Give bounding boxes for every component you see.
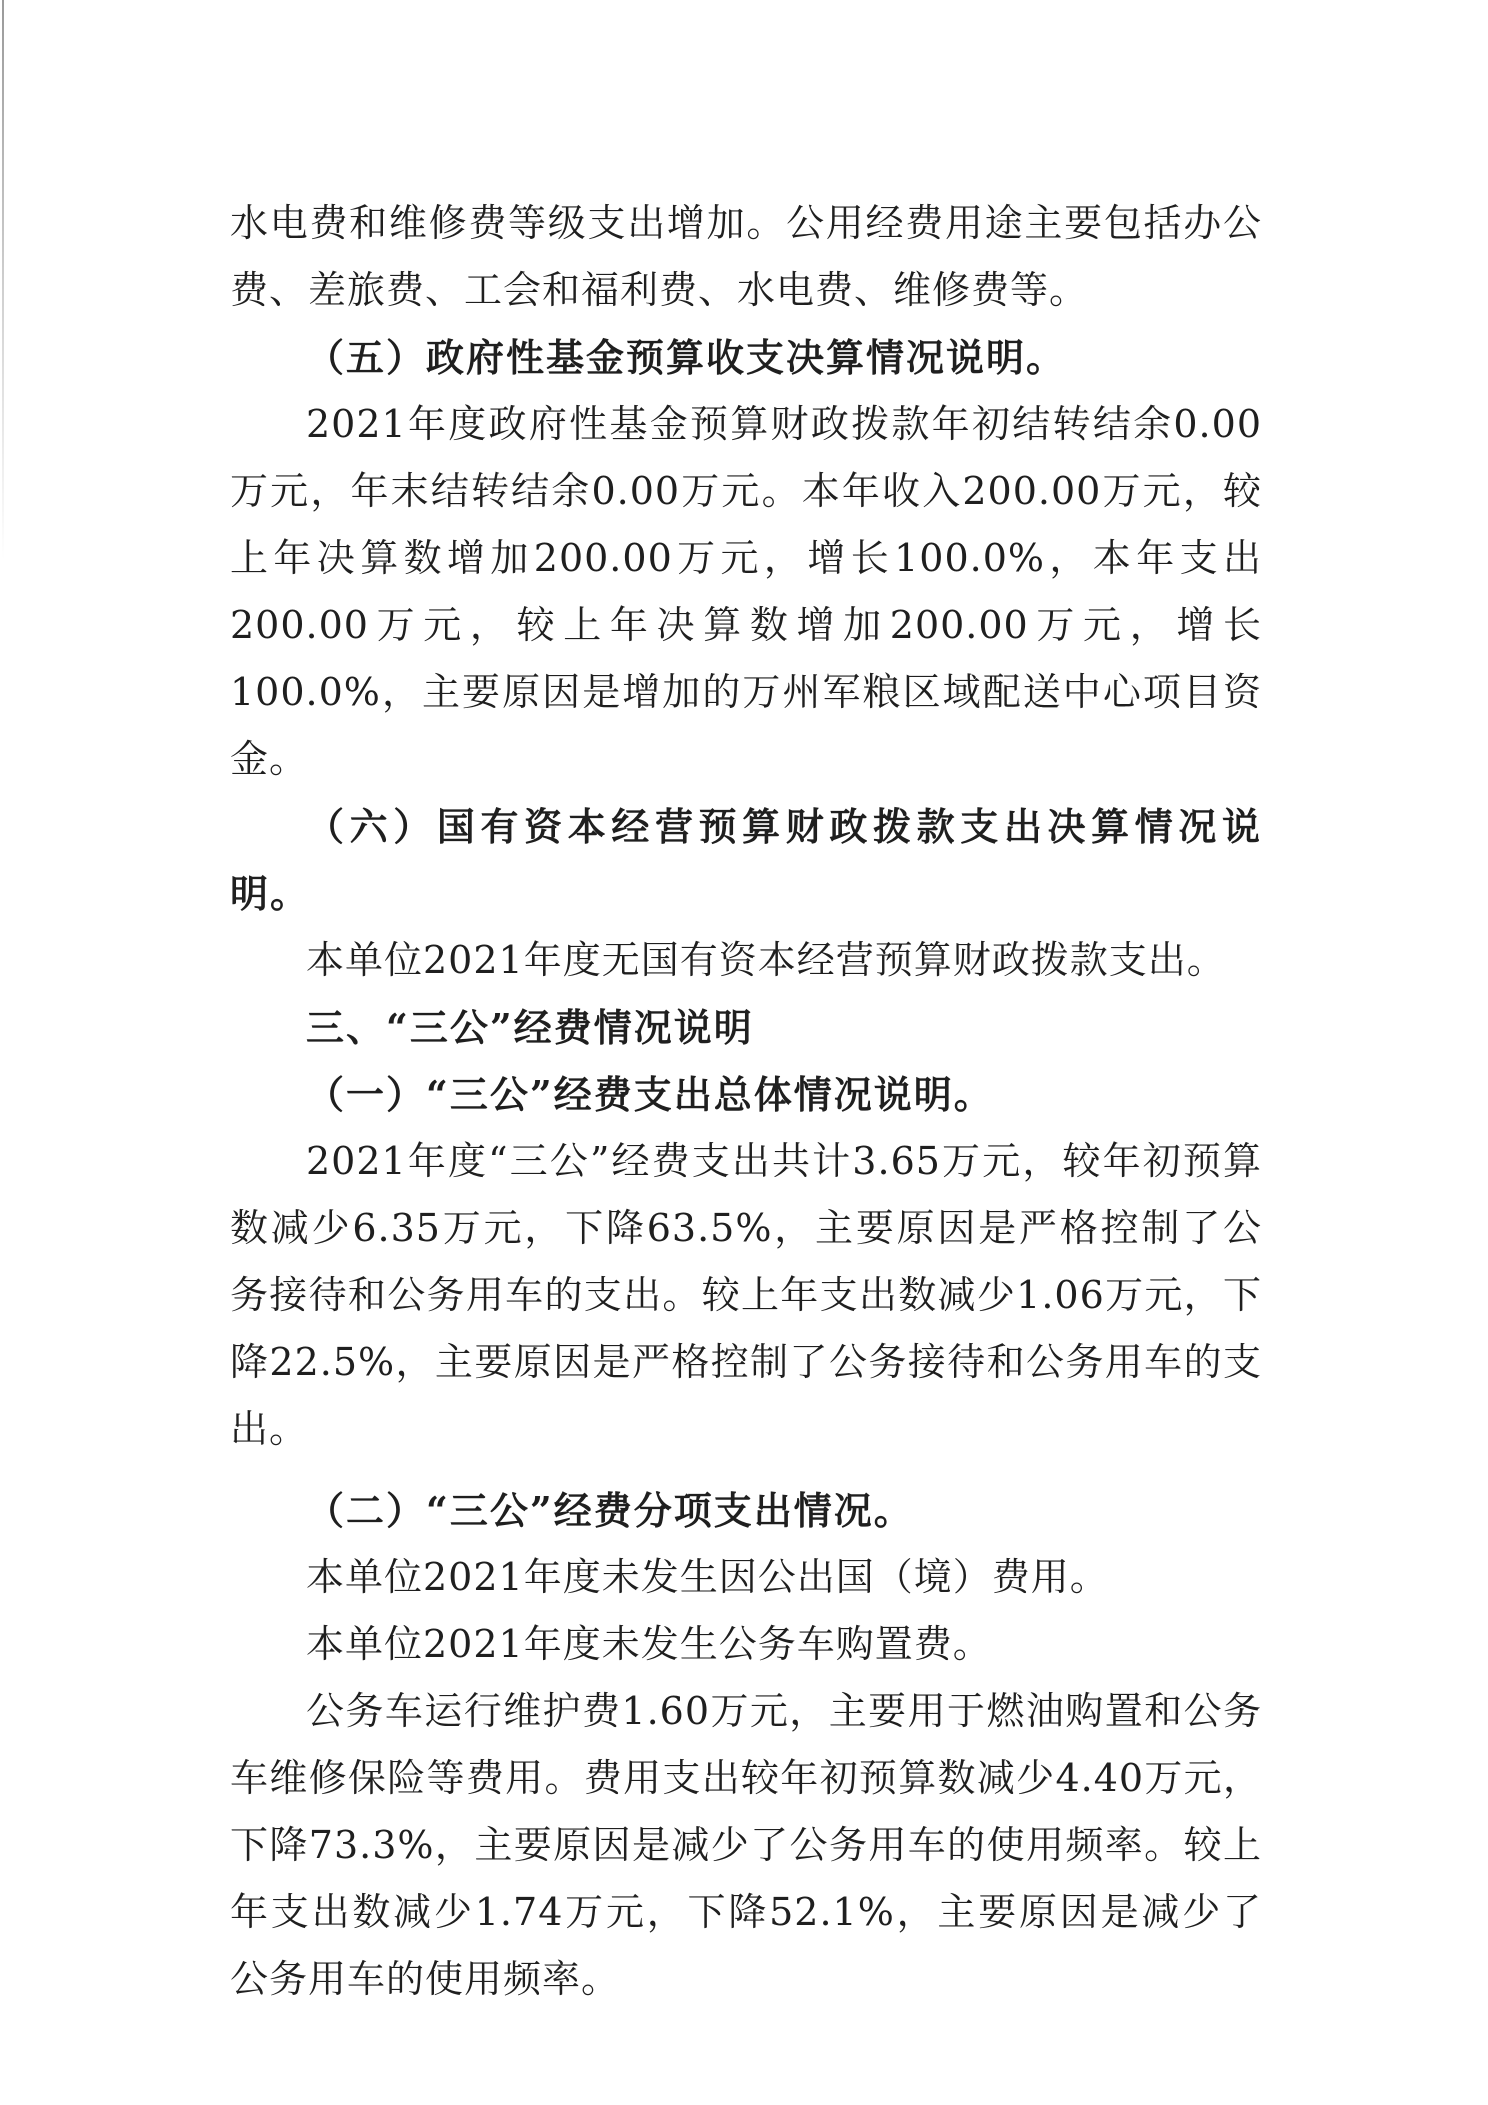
heading-three-public-itemized: （二）“三公”经费分项支出情况。: [306, 1488, 914, 1533]
heading-state-capital-budget: （六）国有资本经营预算财政拨款支出决算情况说明。: [230, 804, 1262, 916]
paragraph-overseas-travel: 本单位2021年度未发生因公出国（境）费用。: [306, 1555, 1109, 1599]
document-body: [230, 190, 1262, 2013]
heading-government-fund-budget: （五）政府性基金预算收支决算情况说明。: [306, 335, 1067, 380]
paragraph-government-fund-budget: 2021年度政府性基金预算财政拨款年初结转结余0.00万元，年末结转结余0.00万元。本年收入200.00万元，较上年决算数增加200.00万元，增长100.0%，本年支出200.00万元，较上年决算数增加200.00万元，增长100.0%，主要原因是增加的万州军粮区域配送中心项目资金。: [230, 402, 1262, 781]
paragraph-public-expenses-usage: 水电费和维修费等级支出增加。公用经费用途主要包括办公费、差旅费、工会和福利费、水电费、维修费等。: [230, 201, 1262, 312]
paragraph-state-capital-budget: 本单位2021年度无国有资本经营预算财政拨款支出。: [306, 938, 1226, 982]
paragraph-vehicle-purchase: 本单位2021年度未发生公务车购置费。: [306, 1622, 992, 1666]
heading-three-public-overall: （一）“三公”经费支出总体情况说明。: [306, 1072, 994, 1117]
paragraph-vehicle-operation: 公务车运行维护费1.60万元，主要用于燃油购置和公务车维修保险等费用。费用支出较年初预算数减少4.40万元，下降73.3%，主要原因是减少了公务用车的使用频率。较上年支出数减少1.74万元，下降52.1%，主要原因是减少了公务用车的使用频率。: [230, 1689, 1262, 2001]
paragraph-three-public-overall: 2021年度“三公”经费支出共计3.65万元，较年初预算数减少6.35万元，下降63.5%，主要原因是严格控制了公务接待和公务用车的支出。较上年支出数减少1.06万元，下降22.5%，主要原因是严格控制了公务接待和公务用车的支出。: [230, 1139, 1262, 1451]
scan-edge-shadow: [2, 0, 4, 560]
section-heading-three-public-expenses: 三、“三公”经费情况说明: [306, 1005, 754, 1050]
